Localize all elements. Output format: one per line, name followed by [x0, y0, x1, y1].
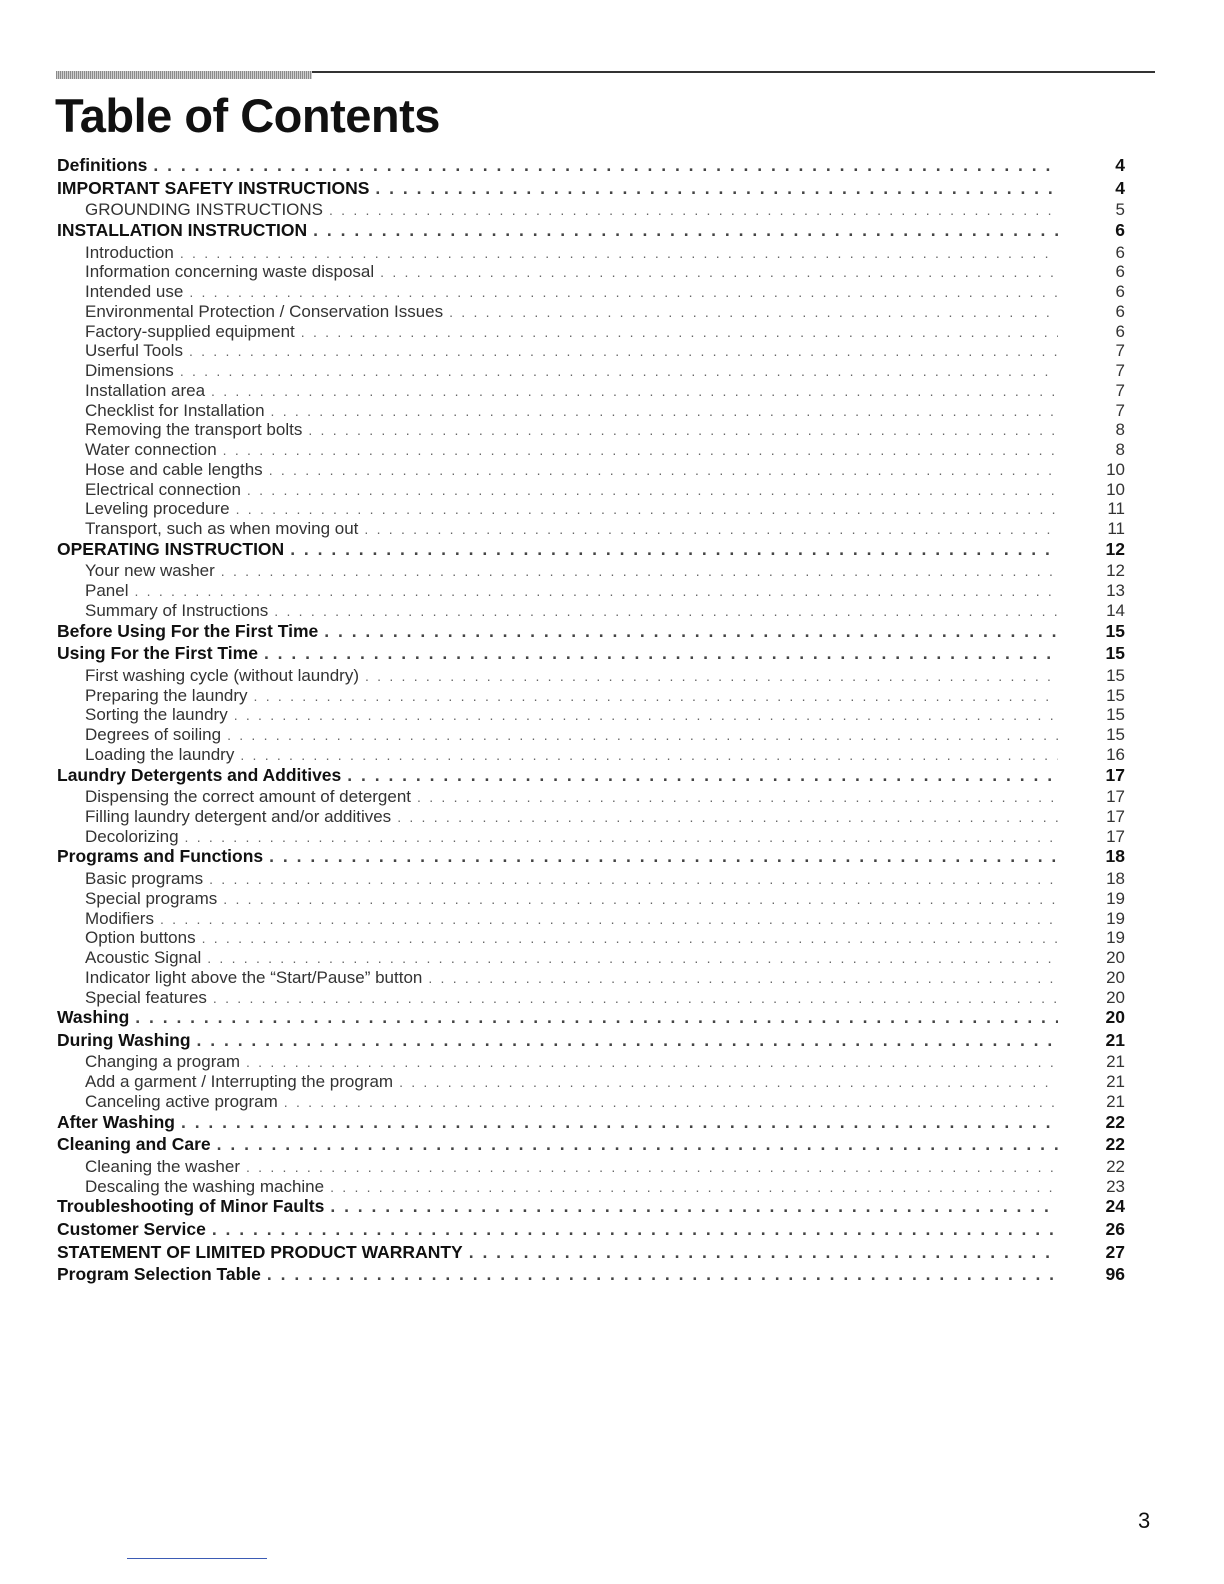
toc-subsection-entry[interactable]	[57, 909, 1125, 929]
toc-section-entry[interactable]	[57, 1264, 1125, 1287]
toc-entry-page: 20	[1106, 967, 1125, 987]
toc-entry-page: 4	[1115, 177, 1125, 198]
toc-entry-page: 23	[1106, 1176, 1125, 1196]
toc-section-entry[interactable]	[57, 621, 1125, 644]
toc-entry-label: Descaling the washing machine	[85, 1176, 325, 1196]
dot-leader	[236, 501, 1058, 517]
toc-entry-label: Information concerning waste disposal	[85, 262, 375, 282]
toc-subsection-entry[interactable]	[57, 1052, 1125, 1072]
dot-leader	[247, 482, 1058, 498]
toc-entry-label: Water connection	[85, 440, 217, 460]
toc-entry-label: Introduction	[85, 242, 174, 262]
toc-entry-label: OPERATING INSTRUCTION	[57, 538, 285, 559]
dot-leader	[240, 747, 1058, 763]
toc-entry-page: 6	[1115, 321, 1125, 341]
toc-entry-page: 15	[1106, 705, 1125, 725]
toc-entry-page: 20	[1106, 948, 1125, 967]
toc-entry-label: Add a garment / Interrupting the program	[85, 1072, 394, 1092]
dot-leader	[181, 1112, 1058, 1133]
dot-leader	[380, 264, 1058, 280]
toc-entry-label: Factory-supplied equipment	[85, 321, 295, 341]
dot-leader	[324, 621, 1058, 642]
toc-entry-page: 17	[1105, 764, 1125, 785]
toc-subsection-entry[interactable]	[57, 807, 1125, 827]
toc-subsection-entry[interactable]	[57, 889, 1125, 909]
toc-entry-page: 17	[1106, 787, 1125, 807]
toc-entry-label: Intended use	[85, 282, 184, 302]
toc-entry-label: Your new washer	[85, 561, 215, 581]
toc-entry-page: 21	[1106, 1091, 1125, 1111]
toc-entry-label: Programs and Functions	[57, 846, 264, 867]
toc-entry-label: Panel	[85, 581, 129, 601]
toc-entry-label: First washing cycle (without laundry)	[85, 665, 359, 685]
toc-entry-label: Program Selection Table	[57, 1264, 261, 1285]
toc-entry-label: Dimensions	[85, 361, 174, 381]
toc-entry-page: 17	[1106, 806, 1125, 826]
toc-entry-label: Modifiers	[85, 908, 154, 928]
toc-entry-page: 14	[1106, 600, 1125, 620]
dot-leader	[135, 1007, 1058, 1028]
toc-entry-label: Loading the laundry	[85, 744, 235, 764]
toc-entry-page: 6	[1115, 282, 1125, 302]
toc-entry-label: Transport, such as when moving out	[85, 519, 359, 539]
toc-entry-label: Preparing the laundry	[85, 685, 248, 705]
toc-subsection-entry[interactable]	[57, 601, 1125, 621]
toc-subsection-entry[interactable]	[57, 519, 1125, 539]
toc-entry-page: 19	[1106, 928, 1125, 948]
toc-entry-label: Customer Service	[57, 1218, 206, 1239]
dot-leader	[180, 363, 1058, 379]
toc-subsection-entry[interactable]	[57, 686, 1125, 706]
toc-entry-page: 16	[1106, 744, 1125, 764]
toc-subsection-entry[interactable]	[57, 262, 1125, 282]
toc-subsection-entry[interactable]	[57, 440, 1125, 460]
toc-subsection-entry[interactable]	[57, 200, 1125, 220]
dot-leader	[213, 990, 1058, 1006]
toc-entry-label: Checklist for Installation	[85, 400, 265, 420]
dot-leader	[246, 1054, 1058, 1070]
toc-entry-page: 15	[1105, 643, 1125, 664]
toc-subsection-entry[interactable]	[57, 968, 1125, 988]
toc-entry-label: Sorting the laundry	[85, 705, 228, 725]
dot-leader	[308, 422, 1058, 438]
toc-entry-page: 12	[1106, 561, 1125, 581]
dot-leader	[347, 765, 1058, 786]
page-title: Table of Contents	[55, 89, 440, 142]
toc-entry-page: 10	[1106, 479, 1125, 499]
dot-leader	[397, 809, 1058, 825]
toc-entry-page: 5	[1115, 200, 1125, 220]
dot-leader	[202, 930, 1058, 946]
toc-subsection-entry[interactable]	[57, 827, 1125, 847]
dot-leader	[264, 643, 1058, 664]
dot-leader	[254, 688, 1058, 704]
dot-leader	[134, 583, 1058, 599]
toc-section-entry[interactable]	[57, 846, 1125, 869]
toc-entry-label: Special programs	[85, 888, 218, 908]
table-of-contents	[57, 155, 1125, 1287]
toc-entry-page: 15	[1105, 620, 1125, 641]
page-number: 3	[1138, 1508, 1151, 1533]
toc-subsection-entry[interactable]	[57, 928, 1125, 948]
toc-entry-label: After Washing	[57, 1111, 175, 1132]
dot-leader	[290, 539, 1058, 560]
dot-leader	[211, 383, 1058, 399]
toc-section-entry[interactable]	[57, 220, 1125, 243]
toc-entry-label: GROUNDING INSTRUCTIONS	[85, 200, 323, 220]
toc-entry-page: 26	[1105, 1218, 1125, 1239]
toc-entry-page: 19	[1106, 888, 1125, 908]
dot-leader	[469, 1242, 1058, 1263]
toc-subsection-entry[interactable]	[57, 499, 1125, 519]
toc-entry-page: 13	[1106, 581, 1125, 601]
toc-section-entry[interactable]	[57, 1134, 1125, 1157]
dot-leader	[269, 846, 1058, 867]
toc-entry-page: 7	[1115, 341, 1125, 361]
toc-entry-label: Washing	[57, 1007, 130, 1028]
dot-leader	[189, 284, 1058, 300]
toc-entry-page: 8	[1115, 440, 1125, 460]
toc-entry-label: INSTALLATION INSTRUCTION	[57, 219, 308, 240]
dot-leader	[223, 442, 1058, 458]
toc-entry-label: STATEMENT OF LIMITED PRODUCT WARRANTY	[57, 1241, 463, 1262]
toc-entry-page: 20	[1105, 1007, 1125, 1028]
toc-entry-label: Filling laundry detergent and/or additives	[85, 806, 392, 826]
toc-subsection-entry[interactable]	[57, 460, 1125, 480]
dot-leader	[271, 403, 1058, 419]
toc-entry-label: Cleaning and Care	[57, 1134, 211, 1155]
dot-leader	[209, 871, 1058, 887]
toc-subsection-entry[interactable]	[57, 282, 1125, 302]
dot-leader	[428, 970, 1058, 986]
toc-entry-label: Before Using For the First Time	[57, 620, 319, 641]
toc-subsection-entry[interactable]	[57, 1072, 1125, 1092]
dot-leader	[301, 324, 1058, 340]
dot-leader	[180, 245, 1058, 261]
toc-subsection-entry[interactable]	[57, 322, 1125, 342]
toc-entry-page: 15	[1106, 665, 1125, 685]
toc-entry-page: 10	[1106, 459, 1125, 479]
toc-section-entry[interactable]	[57, 1007, 1125, 1030]
toc-entry-page: 11	[1107, 499, 1125, 519]
toc-subsection-entry[interactable]	[57, 341, 1125, 361]
toc-subsection-entry[interactable]	[57, 361, 1125, 381]
dot-leader	[269, 462, 1058, 478]
toc-entry-page: 8	[1115, 420, 1125, 440]
dot-leader	[234, 707, 1058, 723]
toc-entry-page: 12	[1105, 538, 1125, 559]
dot-leader	[267, 1264, 1058, 1285]
toc-entry-label: Acoustic Signal	[85, 948, 202, 967]
toc-entry-label: Changing a program	[85, 1052, 240, 1072]
toc-entry-label: Laundry Detergents and Additives	[57, 764, 342, 785]
toc-subsection-entry[interactable]	[57, 666, 1125, 686]
toc-entry-page: 21	[1106, 1072, 1125, 1092]
toc-entry-label: IMPORTANT SAFETY INSTRUCTIONS	[57, 177, 370, 198]
toc-entry-page: 24	[1105, 1196, 1125, 1217]
toc-subsection-entry[interactable]	[57, 1092, 1125, 1112]
dot-leader	[417, 789, 1058, 805]
toc-entry-page: 20	[1106, 987, 1125, 1007]
toc-section-entry[interactable]	[57, 1030, 1125, 1053]
dot-leader	[221, 563, 1058, 579]
toc-subsection-entry[interactable]	[57, 302, 1125, 322]
toc-entry-label: Summary of Instructions	[85, 600, 269, 620]
toc-entry-label: Using For the First Time	[57, 643, 258, 664]
toc-entry-page: 22	[1105, 1134, 1125, 1155]
dot-leader	[274, 603, 1058, 619]
toc-entry-page: 18	[1106, 869, 1125, 888]
toc-section-entry[interactable]	[57, 155, 1125, 178]
toc-entry-page: 21	[1106, 1052, 1125, 1072]
dot-leader	[246, 1159, 1058, 1175]
toc-subsection-entry[interactable]	[57, 561, 1125, 581]
toc-section-entry[interactable]	[57, 765, 1125, 788]
toc-subsection-entry[interactable]	[57, 787, 1125, 807]
toc-entry-page: 17	[1106, 826, 1125, 846]
dot-leader	[365, 668, 1058, 684]
toc-entry-label: Electrical connection	[85, 479, 241, 499]
toc-entry-page: 6	[1115, 242, 1125, 262]
toc-entry-label: Degrees of soiling	[85, 725, 222, 745]
toc-section-entry[interactable]	[57, 1219, 1125, 1242]
toc-entry-label: Decolorizing	[85, 826, 179, 846]
toc-entry-label: Indicator light above the “Start/Pause” button	[85, 967, 423, 987]
dot-leader	[227, 727, 1058, 743]
toc-section-entry[interactable]	[57, 1112, 1125, 1135]
toc-subsection-entry[interactable]	[57, 243, 1125, 263]
toc-section-entry[interactable]	[57, 643, 1125, 666]
toc-subsection-entry[interactable]	[57, 705, 1125, 725]
dot-leader	[223, 891, 1058, 907]
toc-entry-page: 22	[1105, 1111, 1125, 1132]
dot-leader	[217, 1134, 1058, 1155]
dot-leader	[153, 155, 1058, 176]
toc-entry-label: During Washing	[57, 1029, 191, 1050]
dot-leader	[330, 1179, 1058, 1195]
toc-entry-page: 15	[1106, 685, 1125, 705]
dot-leader	[364, 521, 1058, 537]
toc-entry-page: 15	[1106, 725, 1125, 745]
toc-entry-label: Special features	[85, 987, 207, 1007]
dot-leader	[399, 1074, 1058, 1090]
toc-entry-label: Environmental Protection / Conservation Issues	[85, 301, 444, 321]
toc-entry-label: Leveling procedure	[85, 499, 230, 519]
toc-entry-label: Dispensing the correct amount of detergent	[85, 787, 412, 807]
toc-entry-label: Userful Tools	[85, 341, 183, 361]
footer-line	[127, 1558, 267, 1559]
toc-subsection-entry[interactable]	[57, 381, 1125, 401]
toc-subsection-entry[interactable]	[57, 1157, 1125, 1177]
toc-section-entry[interactable]	[57, 1196, 1125, 1219]
toc-subsection-entry[interactable]	[57, 1177, 1125, 1197]
toc-subsection-entry[interactable]	[57, 581, 1125, 601]
toc-entry-page: 27	[1105, 1241, 1125, 1262]
toc-entry-page: 6	[1115, 262, 1125, 282]
dot-leader	[197, 1030, 1058, 1051]
toc-entry-label: Canceling active program	[85, 1091, 278, 1111]
dot-leader	[207, 950, 1058, 966]
toc-entry-label: Removing the transport bolts	[85, 420, 303, 440]
toc-entry-label: Troubleshooting of Minor Faults	[57, 1196, 325, 1217]
toc-entry-page: 21	[1105, 1029, 1125, 1050]
dot-leader	[329, 202, 1058, 218]
toc-entry-label: Basic programs	[85, 869, 204, 888]
toc-entry-label: Hose and cable lengths	[85, 459, 263, 479]
toc-section-entry[interactable]	[57, 539, 1125, 562]
dot-leader	[284, 1094, 1058, 1110]
toc-section-entry[interactable]	[57, 178, 1125, 201]
toc-entry-label: Cleaning the washer	[85, 1156, 240, 1176]
dot-leader	[212, 1219, 1058, 1240]
dot-leader	[449, 304, 1058, 320]
toc-subsection-entry[interactable]	[57, 948, 1125, 968]
toc-entry-page: 11	[1107, 519, 1125, 539]
toc-entry-page: 6	[1115, 219, 1125, 240]
toc-subsection-entry[interactable]	[57, 420, 1125, 440]
toc-entry-label: Definitions	[57, 155, 148, 175]
toc-subsection-entry[interactable]	[57, 480, 1125, 500]
toc-subsection-entry[interactable]	[57, 725, 1125, 745]
header-tab-bar	[56, 71, 312, 79]
toc-entry-page: 7	[1115, 361, 1125, 381]
toc-entry-page: 4	[1115, 155, 1125, 175]
toc-entry-label: Option buttons	[85, 928, 196, 948]
toc-subsection-entry[interactable]	[57, 401, 1125, 421]
dot-leader	[189, 343, 1058, 359]
dot-leader	[160, 911, 1058, 927]
dot-leader	[185, 829, 1058, 845]
toc-subsection-entry[interactable]	[57, 869, 1125, 889]
toc-entry-page: 7	[1115, 380, 1125, 400]
toc-entry-page: 19	[1106, 908, 1125, 928]
toc-subsection-entry[interactable]	[57, 988, 1125, 1008]
toc-entry-page: 18	[1105, 846, 1125, 867]
toc-entry-page: 22	[1106, 1156, 1125, 1176]
toc-entry-page: 7	[1115, 400, 1125, 420]
toc-entry-label: Installation area	[85, 380, 206, 400]
dot-leader	[375, 178, 1058, 199]
dot-leader	[330, 1196, 1058, 1217]
dot-leader	[313, 220, 1058, 241]
toc-subsection-entry[interactable]	[57, 745, 1125, 765]
toc-entry-page: 96	[1105, 1264, 1125, 1285]
toc-entry-page: 6	[1115, 301, 1125, 321]
toc-section-entry[interactable]	[57, 1242, 1125, 1265]
